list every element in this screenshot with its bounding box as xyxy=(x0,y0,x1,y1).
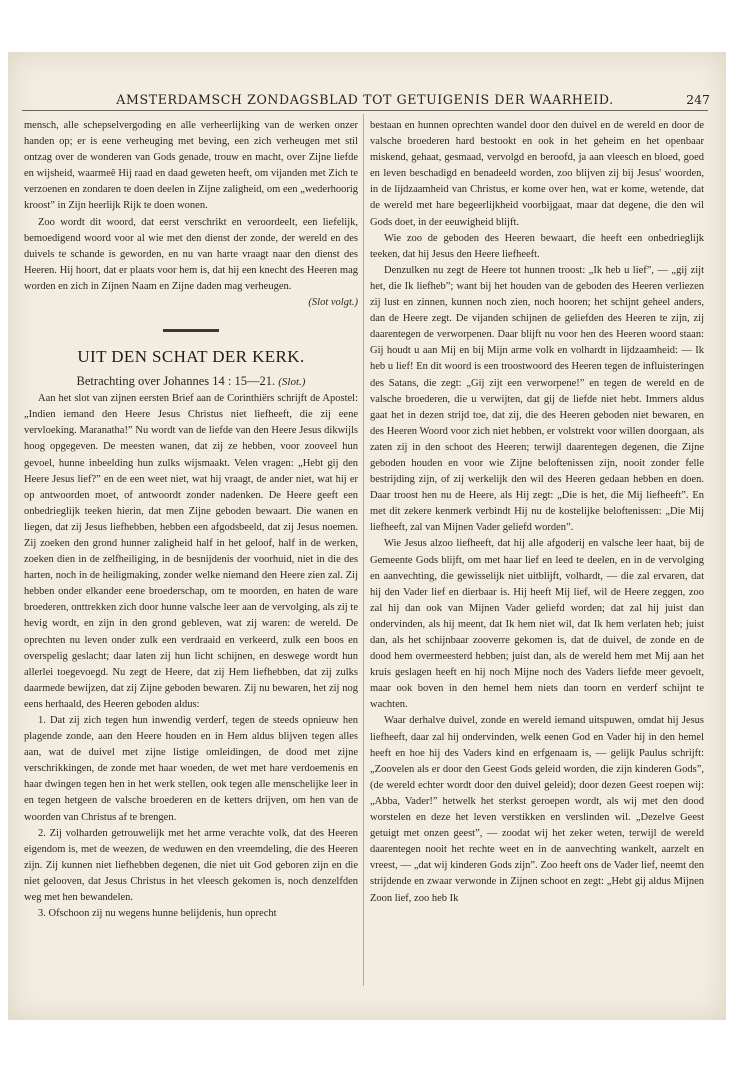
paragraph: mensch, alle schepselvergoding en alle verheerlijking van de werken onzer handen op; er is eene verheuging met beving, een zich verheugen met stil ontzag over de wonderen van Gods genade, trouw en macht, over Zijne liefde en wijsheid, waarmeê Hij raad en daad geweten heeft, om vijanden met Zich te verzoenen en zondaren te doen deelen in Zijne zaligheid, om een „wederhoorig kroost” in Zijn heerlijk Rijk te doen wonen. xyxy=(24,120,358,212)
paragraph: Wie Jesus alzoo liefheeft, dat hij alle afgoderij en valsche leer haat, bij de Gemeente Gods blijft, om met haar lief en leed te deelen, en in de vervolging en aanvechting, die gewisselijk niet uitblijft, volhardt, — die zal ervaren, dat hij den Vader lief en dierbaar is. Hij heeft Mij lief, wil de Heere zeggen, zoo zal hij dan ook van Mijnen Vader geliefd worden; dat zal hij juist dan ondervinden, als hij meent, dat Ik hem niet wil, dat Ik hem verlaten heb; juist dan, als het schijnbaar zooverre gekomen is, dat de duivel, de zonde en de dood hem overmeesterd hebben; juist dan, als de wereld hem met Mij aan het kruis geslagen heeft en hij noch Mijne noch des Vaders liefde meer gevoelt, maar ook boven in den hemel hem niets dan toorn en verderf schijnt te wachten. xyxy=(370,538,704,711)
section-subtitle xyxy=(24,372,358,391)
paragraph: 3. Ofschoon zij nu wegens hunne belijdenis, hun oprecht xyxy=(38,908,277,920)
left-column xyxy=(24,118,358,988)
right-column xyxy=(370,118,704,988)
page-number: 247 xyxy=(686,92,710,107)
paragraph: Waar derhalve duivel, zonde en wereld iemand uitspuwen, omdat hij Jesus liefheeft, daar zal hij ondervinden, welk eenen God en Vader hij in den hemel heeft en hoe hij des Vaders kind en erfgenaam is, — gelijk Paulus schrijft: „Zoovelen als er door den Geest Gods geleid worden, die zijn kinderen Gods”, (de wereld echter wordt door den duivel geleid); door dezen Geest roepen wij: „Abba, Vader!” hetwelk het sterkst geroepen wordt, als wij met den dood worstelen en deze het leven verstikken en verslinden wil. „Dezelve Geest getuigt met onzen geest”, — zoodat wij het zeker weten, terwijl de wereld daarentegen nooit het rechte weet en in de aanvechting wankelt, aarzelt en vreest, — „dat wij kinderen Gods zijn”. Zoo heeft ons de Vader lief, neemt den strijdende en zwaar verwonde in Zijnen schoot en zegt: „Hebt gij aldus Mijnen Zoon lief, zoo heb Ik xyxy=(370,715,704,904)
header-rule xyxy=(22,110,708,111)
continuation-note: (Slot volgt.) xyxy=(308,297,358,309)
column-divider xyxy=(363,114,364,986)
paragraph: Denzulken nu zegt de Heere tot hunnen troost: „Ik heb u lief”, — „gij zijt het, die Ik liefheb”; want bij het houden van de geboden des Heeren verliezen zij lust en zinnen, kunnen noch zien, noch hooren; het schijnt geheel anders, dan de Heere zegt. De vijanden schijnen de geliefden des Heeren te zijn, zij daarentegen de verworpenen. Daar blijft nu voor hen des Heeren woord staan: Gij houdt u aan Mij en bij Mijn arme volk en volhardt in lijdzaamheid: — Ik heb u lief! En dit woord is een troostwoord des Heeren tegen de influisteringen des Satans, die zegt: „Gij zijt een verworpene!” en tegen de wereld en de valsche broederen, die u verwijten, dat gij de liefde niet hebt. Immers aldus gaat het in dezen strijd toe, dat zij, die des Heeren geboden niet bewaren, en des Heeren Woord voor zich niet hebben, er volstrekt voor willen doorgaan, als zaten zij in den schoot des Heeren; terwijl daarentegen degenen, die Zijne geboden houden en voor wie Zijne beloftenissen zijn, nooit zonder felle bestrijding zijn, of zij werkelijk den wil des Heeren gedaan hebben en doen. Daar troost hen nu de Heere, als Hij zegt: „Die is het, die Mij liefheeft”. En met dit zekere kenmerk verbindt Hij nu de kostelijke beloftenissen: „Die Mij liefheeft, zal van Mijnen Vader geliefd worden”. xyxy=(370,264,704,534)
paragraph: Zoo wordt dit woord, dat eerst verschrikt en veroordeelt, een liefelijk, bemoedigend woord voor al wie met den dienst der zonde, der wereld en des duivels te schande is geworden, en nu van harte vraagt naar den dienst des Heeren. Hij hoort, dat er plaats voor hem is, dat hij een knecht des Heeren mag worden en zich in Zijnen Naam en Zijne daden mag verheugen. xyxy=(24,216,358,292)
section-rule xyxy=(163,329,219,332)
paragraph: 2. Zij volharden getrouwelijk met het arme verachte volk, dat des Heeren eigendom is, met de weezen, de weduwen en den vreemdeling, die des Heeren zijn. Zij kunnen niet liefhebben degenen, die niet uit God geboren zijn en die niet gelooven, dat Jesus Christus in het vleesch gekomen is, noch denzelfden weg met hen bewandelen. xyxy=(24,827,358,904)
paragraph: bestaan en hunnen oprechten wandel door den duivel en de wereld en door de valsche broederen hard bestookt en ook in het geheim en het openbaar miskend, gehaat, gesmaad, vervolgd en beroofd, ja aan vleesch en bloed, goed en leven beschadigd en benadeeld worden, zoo blijven zij bij Jesus' woorden, in de lijdzaamheid van Christus, er kome over hen, wat er kome, wetende, dat de wereld met hare begeerlijkheid voorbijgaat, maar dat degene, die den wil Gods doet, in der eeuwigheid blijft. xyxy=(370,120,704,228)
paragraph: Aan het slot van zijnen eersten Brief aan de Corinthiërs schrijft de Apostel: „Indien iemand den Heere Jesus Christus niet liefheeft, die zij eene vervloeking. Maranatha!” Nu wordt van de liefde van den Heere Jesus dikwijls hoog opgegeven. De meesten wanen, dat zij ze hebben, voor zooveel hun gevoel, hunne inbeelding hun zulks wijsmaakt. Velen vragen: „Hebt gij den Heere Jesus lief?” en de een weet niet, wat hij vraagt, de ander niet, wat hij er op antwoorden moet, of antwoordt zonder nadenken. De Heere geeft een onbedrieglijk teeken hierin, dat men Zijne geboden bewaart. Die wanen en liegen, dat zij Jesus liefhebben, hebben een afgodsbeeld, dat zij Jesus noemen. Zij zoeken den grond hunner zaligheid half in het geloof, half in de werken, zoeken dien in de zelfheiliging, in de besnijdenis der voorhuid, niet in die des harten, noch in de heiligmaking, zonder welke niemand den Heere zien zal. Zij hebben onder elkander eene broederschap, om te moorden, en haten de ware broederen, onttrekken zich door hunne valsche leer aan de vervolging, als zij te hevig wordt, en zijn in den grond gebleven, wat zij waren: de wereld. De oprechten nu leven onder zulk een verdraaid en verkeerd, zulk een boos en overspelig geslacht; daar laten zij hun licht schijnen, en deswege wordt hun allerlei toegevoegd. Nu zegt de Heere, dat zij Hem liefhebben, dat zij zulks daarmede bewijzen, dat zij Zijne geboden bewaren. Zij nu bewaren, het zij nog eens herhaald, des Heeren geboden aldus: xyxy=(24,393,358,710)
subtitle-note: (Slot.) xyxy=(278,376,306,389)
running-header: AMSTERDAMSCH ZONDAGSBLAD TOT GETUIGENIS DER WAARHEID. xyxy=(116,92,614,107)
subtitle-text: Betrachting over Johannes 14 : 15—21. xyxy=(76,374,276,389)
paragraph: 1. Dat zij zich tegen hun inwendig verderf, tegen de steeds opnieuw hen plagende zonde, aan den Heere houden en in Hem aldus blijven tegen alles aan, wat de duivel met zijne listige omleidingen, de dood met zijne verschrikkingen, de zonde met haar woeden, de wet met hare verdoemenis en haar dwingen tegen hen in het werk stellen, ook tegen alle menschelijke leer in en tegen hetgeen de valsche broederen en de ketters drijven, om hen van de woorden van Christus af te brengen. xyxy=(24,715,358,823)
paragraph: Wie zoo de geboden des Heeren bewaart, die heeft een onbedrieglijk teeken, dat hij Jesus den Heere liefheeft. xyxy=(370,232,704,260)
section-title: UIT DEN SCHAT DER KERK. xyxy=(77,347,305,367)
